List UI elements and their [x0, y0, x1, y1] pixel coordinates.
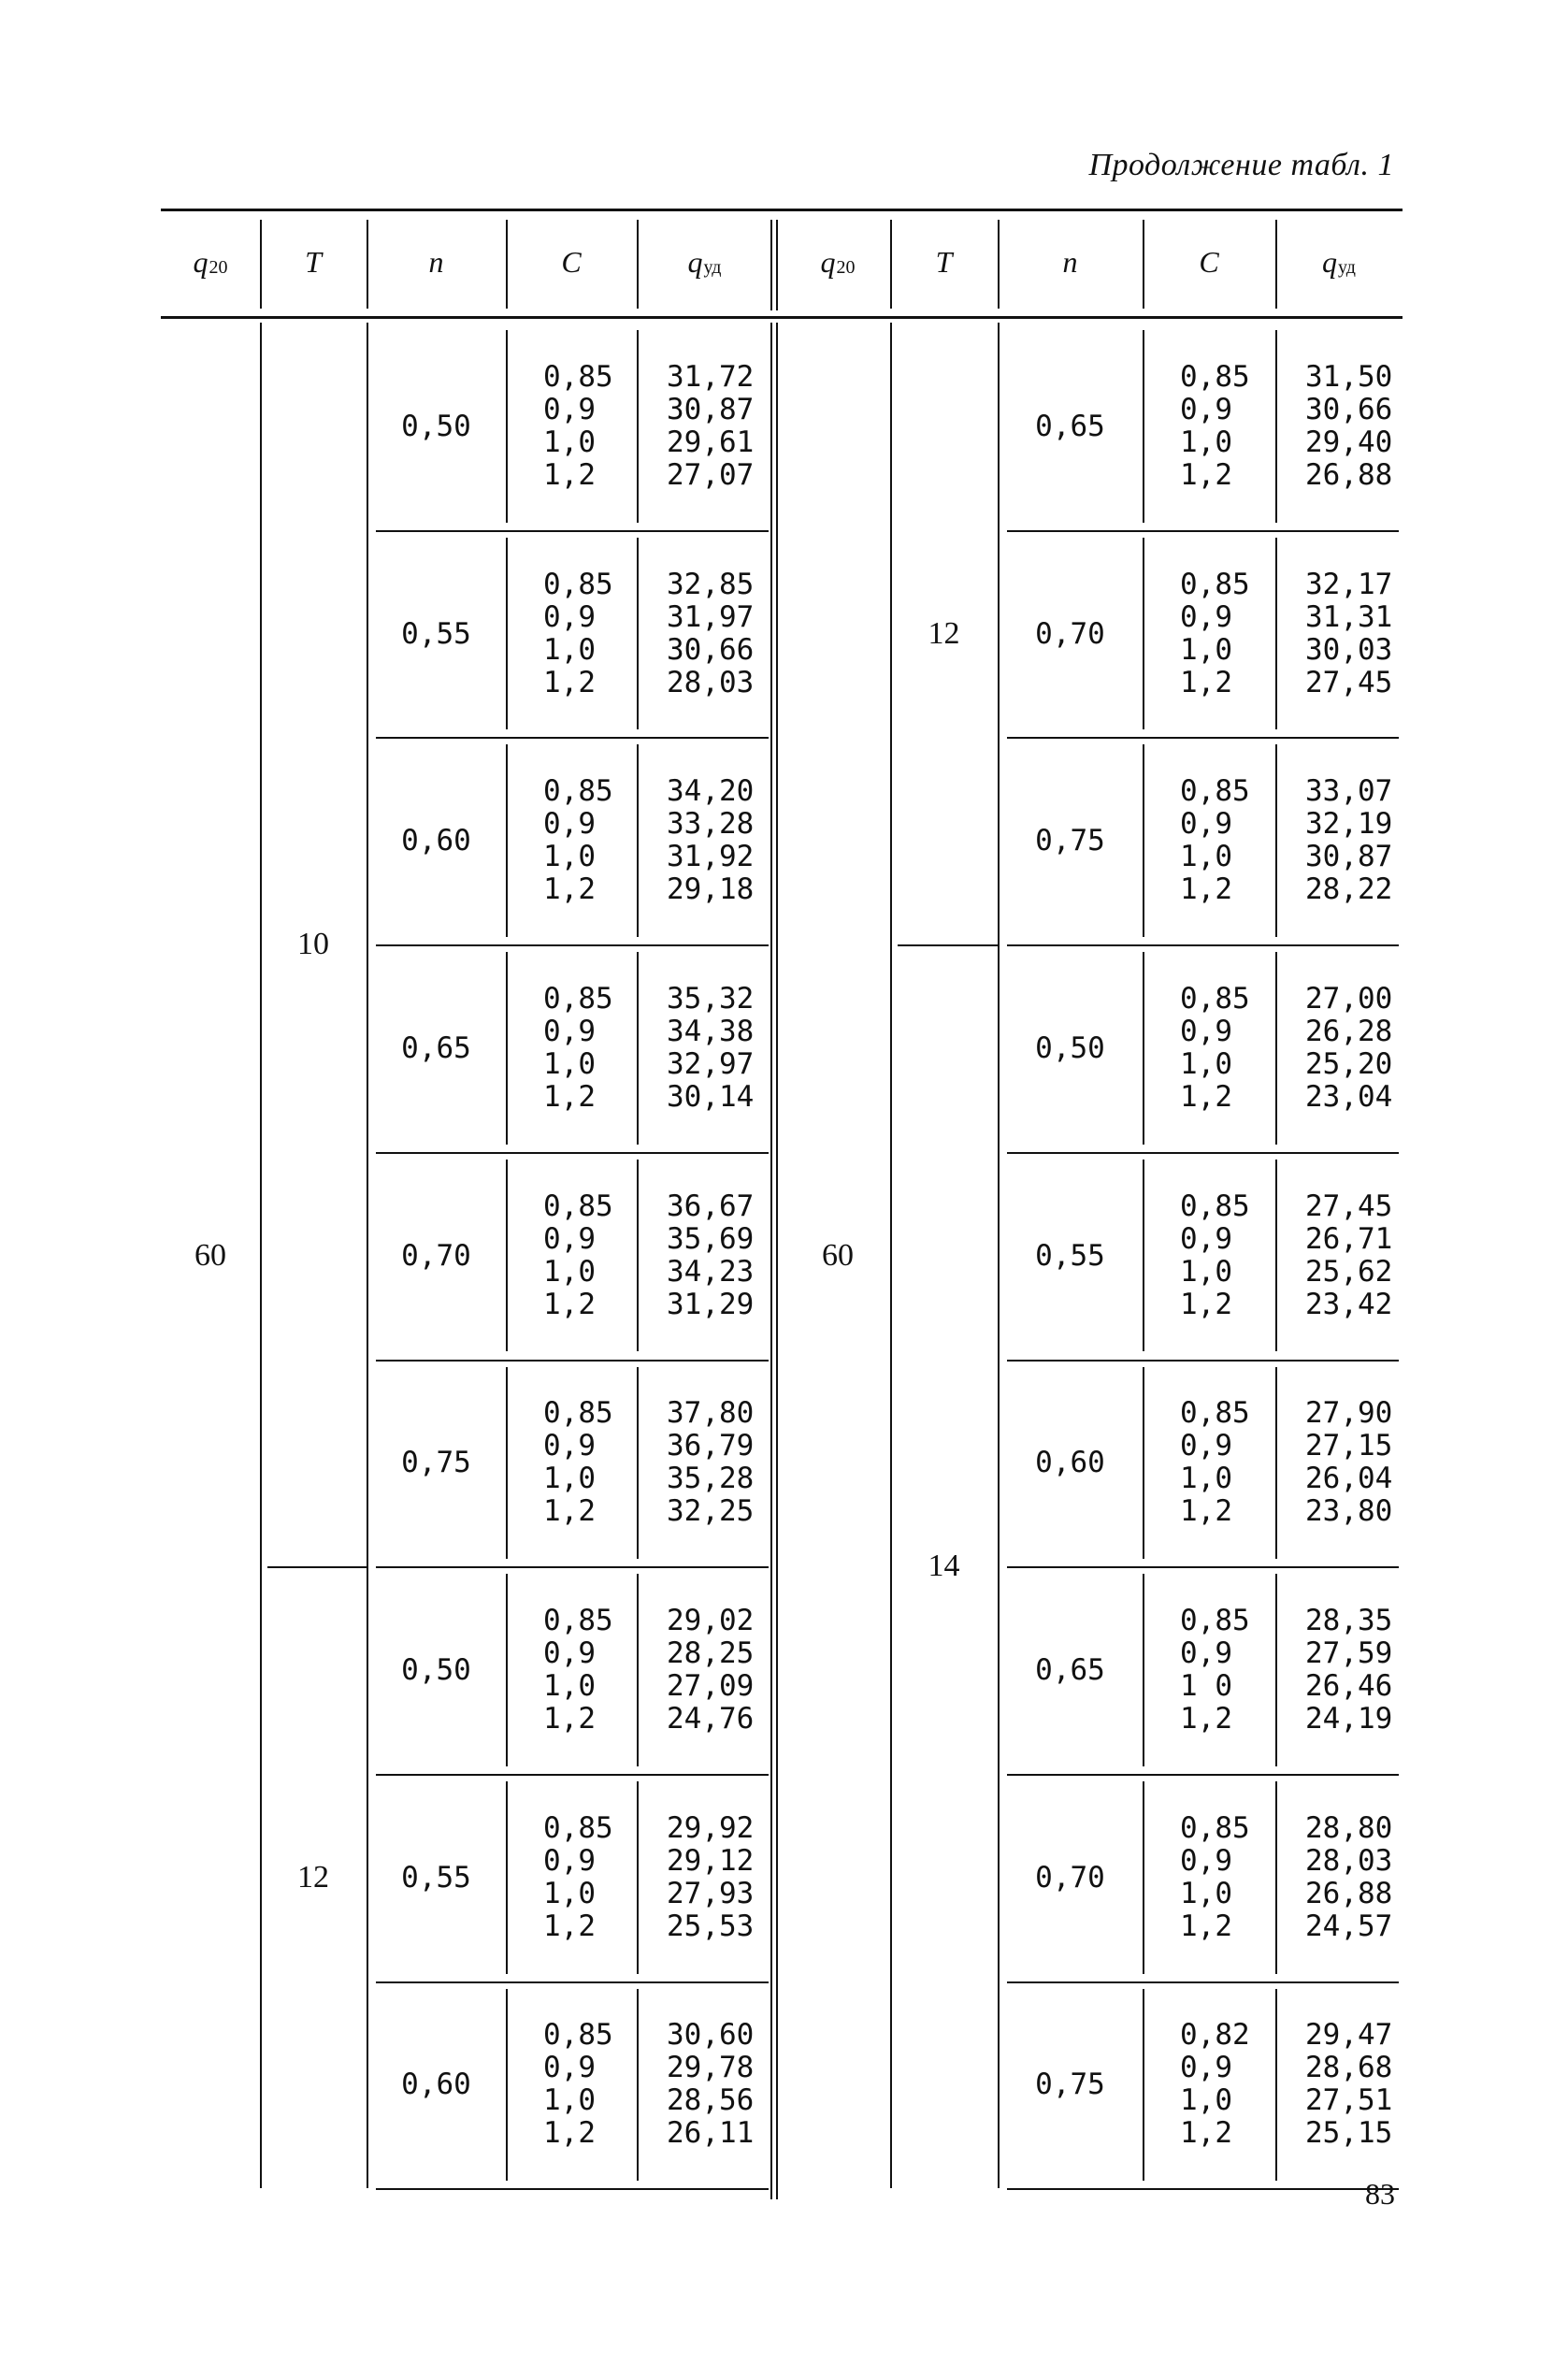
header-q20: q $_{20}$	[193, 245, 228, 279]
qud-values: 29,47 28,68 27,51 25,15	[1305, 2018, 1393, 2151]
row-column-divider	[1275, 1160, 1277, 1352]
row-column-divider	[637, 1781, 639, 1974]
c-values: 0,85 0,9 1,0 1,2	[1180, 567, 1250, 699]
header-q20: q $_{20}$	[820, 245, 856, 279]
row-column-divider	[1143, 330, 1144, 523]
row-column-divider	[506, 1574, 508, 1766]
n-value: 0,75	[1035, 824, 1105, 858]
page-number: 83	[1365, 2177, 1395, 2211]
row-column-divider	[1143, 1989, 1144, 2182]
header-column-divider	[998, 220, 1000, 309]
n-value: 0,50	[401, 409, 471, 443]
row-column-divider	[506, 952, 508, 1145]
qud-values: 32,85 31,97 30,66 28,03	[667, 567, 755, 699]
n-value: 0,55	[1035, 1238, 1105, 1273]
n-value: 0,65	[1035, 409, 1105, 443]
group-separator	[898, 944, 998, 946]
header-t: T	[935, 245, 953, 279]
right-q20-value: 60	[822, 1237, 854, 1273]
n-value: 0,60	[401, 824, 471, 858]
qud-values: 28,35 27,59 26,46 24,19	[1305, 1604, 1393, 1736]
header-column-divider	[1275, 220, 1277, 309]
left-t-value: 12	[297, 1859, 329, 1895]
qud-values: 36,67 35,69 34,23 31,29	[667, 1189, 755, 1321]
header-t: T	[305, 245, 322, 279]
n-value: 0,70	[401, 1238, 471, 1273]
c-values: 0,85 0,9 1,0 1,2	[543, 1396, 613, 1529]
header-column-divider	[260, 220, 262, 309]
row-column-divider	[637, 1160, 639, 1352]
c-values: 0,85 0,9 1,0 1,2	[543, 1810, 613, 1943]
row-column-divider	[1143, 1574, 1144, 1766]
qud-values: 31,50 30,66 29,40 26,88	[1305, 359, 1393, 492]
row-column-divider	[1275, 744, 1277, 937]
row-column-divider	[637, 330, 639, 523]
right-t-value: 12	[928, 615, 960, 651]
row-column-divider	[1275, 538, 1277, 730]
body-double-rule	[776, 323, 778, 2199]
row-column-divider	[1275, 1989, 1277, 2182]
left-t-value: 10	[297, 927, 329, 962]
row-separator	[376, 2188, 769, 2190]
row-column-divider	[1143, 1367, 1144, 1560]
row-column-divider	[1275, 952, 1277, 1145]
row-column-divider	[1143, 538, 1144, 730]
right-t-value: 14	[928, 1549, 960, 1584]
body-double-rule	[770, 323, 772, 2199]
c-values: 0,82 0,9 1,0 1,2	[1180, 2018, 1250, 2151]
row-column-divider	[506, 1367, 508, 1560]
header-column-divider	[367, 220, 368, 309]
header-bottom-rule	[161, 316, 1403, 319]
row-column-divider	[1275, 1781, 1277, 1974]
qud-values: 27,00 26,28 25,20 23,04	[1305, 981, 1393, 1114]
qud-values: 28,80 28,03 26,88 24,57	[1305, 1810, 1393, 1943]
header-column-divider	[637, 220, 639, 309]
header-c: C	[1199, 245, 1219, 279]
row-column-divider	[1143, 952, 1144, 1145]
row-column-divider	[1143, 1781, 1144, 1974]
n-value: 0,55	[401, 616, 471, 651]
c-values: 0,85 0,9 1,0 1,2	[543, 567, 613, 699]
n-value: 0,55	[401, 1860, 471, 1895]
row-column-divider	[1275, 1367, 1277, 1560]
c-values: 0,85 0,9 1,0 1,2	[1180, 1810, 1250, 1943]
table-top-rule	[161, 209, 1403, 211]
n-value: 0,65	[401, 1030, 471, 1065]
c-values: 0,85 0,9 1,0 1,2	[543, 774, 613, 907]
qud-values: 29,02 28,25 27,09 24,76	[667, 1604, 755, 1736]
row-column-divider	[506, 1160, 508, 1352]
c-values: 0,85 0,9 1,0 1,2	[543, 981, 613, 1114]
header-qud: q $_{уд}$	[1322, 245, 1356, 279]
c-values: 0,85 0,9 1 0 1,2	[1180, 1604, 1250, 1736]
n-value: 0,70	[1035, 1860, 1105, 1895]
qud-values: 27,90 27,15 26,04 23,80	[1305, 1396, 1393, 1529]
row-column-divider	[506, 1781, 508, 1974]
row-column-divider	[506, 538, 508, 730]
c-values: 0,85 0,9 1,0 1,2	[1180, 1189, 1250, 1321]
n-value: 0,70	[1035, 616, 1105, 651]
c-values: 0,85 0,9 1,0 1,2	[1180, 359, 1250, 492]
row-column-divider	[637, 1367, 639, 1560]
row-column-divider	[1275, 330, 1277, 523]
group-separator	[267, 1566, 367, 1568]
qud-values: 32,17 31,31 30,03 27,45	[1305, 567, 1393, 699]
header-column-divider	[890, 220, 892, 309]
header-double-rule	[776, 220, 778, 310]
row-column-divider	[506, 330, 508, 523]
qud-values: 34,20 33,28 31,92 29,18	[667, 774, 755, 907]
row-column-divider	[1143, 1160, 1144, 1352]
row-column-divider	[637, 1989, 639, 2182]
c-values: 0,85 0,9 1,0 1,2	[1180, 981, 1250, 1114]
qud-values: 35,32 34,38 32,97 30,14	[667, 981, 755, 1114]
n-value: 0,50	[401, 1653, 471, 1688]
row-column-divider	[506, 1989, 508, 2182]
qud-values: 30,60 29,78 28,56 26,11	[667, 2018, 755, 2151]
qud-values: 27,45 26,71 25,62 23,42	[1305, 1189, 1393, 1321]
qud-values: 33,07 32,19 30,87 28,22	[1305, 774, 1393, 907]
header-n: n	[428, 245, 444, 279]
row-column-divider	[1275, 1574, 1277, 1766]
row-separator	[1007, 2188, 1399, 2190]
n-value: 0,75	[1035, 2068, 1105, 2102]
header-column-divider	[1143, 220, 1144, 309]
qud-values: 37,80 36,79 35,28 32,25	[667, 1396, 755, 1529]
n-value: 0,65	[1035, 1653, 1105, 1688]
header-column-divider	[506, 220, 508, 309]
qud-values: 29,92 29,12 27,93 25,53	[667, 1810, 755, 1943]
c-values: 0,85 0,9 1,0 1,2	[543, 1604, 613, 1736]
c-values: 0,85 0,9 1,0 1,2	[543, 1189, 613, 1321]
c-values: 0,85 0,9 1,0 1,2	[543, 359, 613, 492]
c-values: 0,85 0,9 1,0 1,2	[543, 2018, 613, 2151]
n-value: 0,60	[1035, 1446, 1105, 1480]
left-q20-value: 60	[194, 1237, 226, 1273]
row-column-divider	[637, 1574, 639, 1766]
header-c: C	[561, 245, 582, 279]
n-value: 0,50	[1035, 1030, 1105, 1065]
row-column-divider	[506, 744, 508, 937]
row-column-divider	[637, 952, 639, 1145]
row-column-divider	[637, 538, 639, 730]
header-qud: q $_{уд}$	[687, 245, 722, 279]
header-double-rule	[770, 220, 772, 310]
row-column-divider	[1143, 744, 1144, 937]
header-n: n	[1062, 245, 1078, 279]
qud-values: 31,72 30,87 29,61 27,07	[667, 359, 755, 492]
n-value: 0,75	[401, 1446, 471, 1480]
c-values: 0,85 0,9 1,0 1,2	[1180, 1396, 1250, 1529]
row-column-divider	[637, 744, 639, 937]
table-continuation-caption: Продолжение табл. 1	[1088, 148, 1394, 182]
n-value: 0,60	[401, 2068, 471, 2102]
c-values: 0,85 0,9 1,0 1,2	[1180, 774, 1250, 907]
